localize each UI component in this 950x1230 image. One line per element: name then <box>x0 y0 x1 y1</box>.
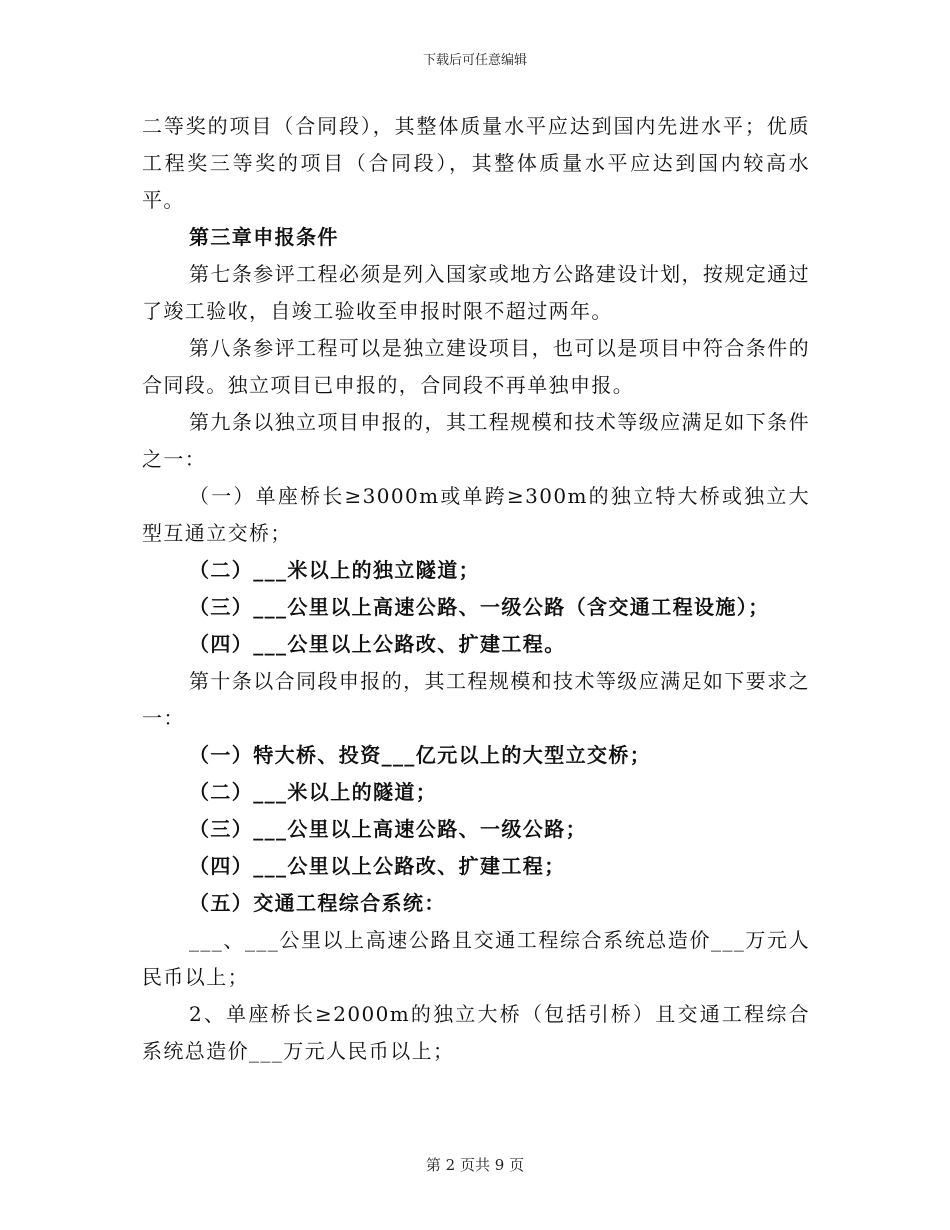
article-10-item-1: （一）特大桥、投资___亿元以上的大型立交桥； <box>189 743 652 767</box>
article-9-item-2: （二）___米以上的独立隧道； <box>189 558 480 582</box>
article-9-item-3: （三）___公里以上高速公路、一级公路（含交通工程设施）； <box>189 595 770 619</box>
page-footer: 第 2 页共 9 页 <box>425 1156 525 1174</box>
article-7: 第七条参评工程必须是列入国家或地方公路建设计划，按规定通过了竣工验收，自竣工验收至申报时限不超过两年。 <box>142 262 810 323</box>
article-10: 第十条以合同段申报的，其工程规模和技术等级应满足如下要求之一： <box>142 669 810 730</box>
document-body <box>142 108 810 1070</box>
article-10-item-4: （四）___公里以上公路改、扩建工程； <box>189 854 566 878</box>
article-10-item-5: （五）交通工程综合系统： <box>189 891 446 915</box>
article-8: 第八条参评工程可以是独立建设项目，也可以是项目中符合条件的合同段。独立项目已申报的，合同段不再单独申报。 <box>142 336 810 397</box>
article-9-item-4: （四）___公里以上公路改、扩建工程。 <box>189 632 566 656</box>
page-header: 下载后可任意编辑 <box>422 53 527 68</box>
sub-item-2: 2、单座桥长≥2000m的独立大桥（包括引桥）且交通工程综合系统总造价___万元人民币以上； <box>142 1002 810 1063</box>
article-9-item-1: （一）单座桥长≥3000m或单跨≥300m的独立特大桥或独立大型互通立交桥； <box>142 484 810 545</box>
article-9: 第九条以独立项目申报的，其工程规模和技术等级应满足如下条件之一： <box>142 410 810 471</box>
article-10-item-2: （二）___米以上的隧道； <box>189 780 438 804</box>
sub-item-1: ___、___公里以上高速公路且交通工程综合系统总造价___万元人民币以上； <box>142 928 810 989</box>
article-10-item-3: （三）___公里以上高速公路、一级公路； <box>189 817 587 841</box>
chapter-heading: 第三章申报条件 <box>189 225 339 249</box>
paragraph-continuation: 二等奖的项目（合同段），其整体质量水平应达到国内先进水平；优质工程奖三等奖的项目（合同段），其整体质量水平应达到国内较高水平。 <box>142 114 810 212</box>
